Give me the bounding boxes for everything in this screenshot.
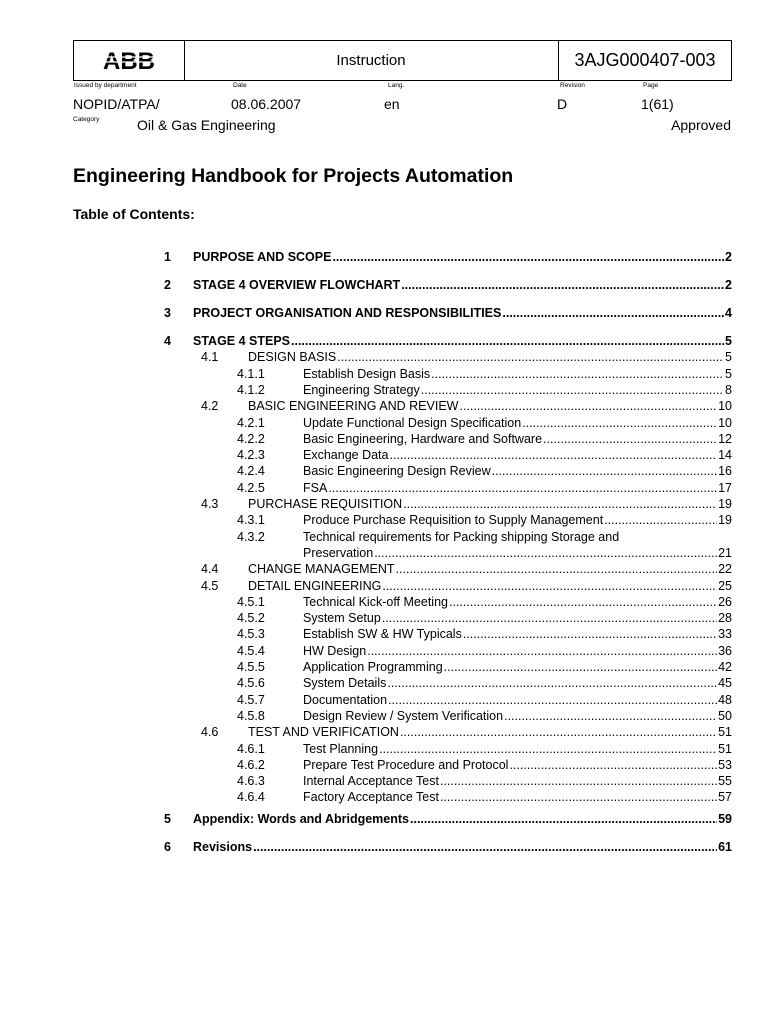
toc-entry-page: 10 xyxy=(718,399,732,414)
toc-entry-page: 51 xyxy=(718,741,732,756)
toc-entry-4-1[interactable] xyxy=(0,349,768,365)
toc-leader-dots xyxy=(367,643,717,659)
toc-entry-4-2-4[interactable] xyxy=(0,463,768,479)
toc-entry-title: Revisions xyxy=(193,840,253,855)
toc-leader-dots xyxy=(379,741,717,757)
toc-entry-page: 57 xyxy=(718,790,732,805)
toc-entry-4-2-2[interactable] xyxy=(0,431,768,447)
toc-entry-number: 4.5 xyxy=(201,578,219,593)
revision-label: Revision xyxy=(560,82,585,89)
toc-leader-dots xyxy=(440,773,717,789)
toc-entry-4-6[interactable] xyxy=(0,724,768,740)
toc-entry-title: Basic Engineering, Hardware and Software xyxy=(303,431,543,446)
toc-leader-dots xyxy=(543,431,717,447)
toc-leader-dots xyxy=(337,349,724,365)
toc-entry-title: Engineering Strategy xyxy=(303,382,420,397)
toc-leader-dots xyxy=(328,480,717,496)
toc-entry-title: Establish Design Basis xyxy=(303,366,431,381)
toc-entry-number: 5 xyxy=(164,812,171,827)
toc-leader-dots xyxy=(400,724,717,740)
toc-entry-4-2-1[interactable] xyxy=(0,415,768,431)
toc-leader-dots xyxy=(604,512,717,528)
toc-entry-title-continued: Preservation xyxy=(303,545,374,560)
toc-entry-4-5-7[interactable] xyxy=(0,692,768,708)
toc-entry-title: STAGE 4 OVERVIEW FLOWCHART xyxy=(193,278,401,292)
date-value: 08.06.2007 xyxy=(231,96,302,112)
toc-leader-dots xyxy=(403,496,717,512)
toc-entry-number: 4.2.1 xyxy=(237,415,265,430)
toc-entry-title: Basic Engineering Design Review xyxy=(303,464,491,479)
toc-entry-page: 26 xyxy=(718,594,732,609)
toc-entry-number: 4.6.2 xyxy=(237,757,265,772)
toc-entry-4-2[interactable] xyxy=(0,398,768,414)
page-value: 1(61) xyxy=(641,96,674,112)
toc-entry-number: 2 xyxy=(164,278,171,292)
toc-entry-number: 4.6.1 xyxy=(237,741,265,756)
toc-entry-number: 4.5.3 xyxy=(237,627,265,642)
toc-entry-number: 4.5.8 xyxy=(237,708,265,723)
toc-entry-number: 1 xyxy=(164,250,171,264)
toc-entry-1[interactable] xyxy=(0,249,768,265)
abb-logo xyxy=(92,49,166,73)
toc-entry-page: 16 xyxy=(718,464,732,479)
toc-entry-number: 4.6 xyxy=(201,725,219,740)
toc-entry-title: HW Design xyxy=(303,643,367,658)
toc-entry-4-1-1[interactable] xyxy=(0,366,768,382)
toc-entry-number: 4.5.1 xyxy=(237,594,265,609)
toc-entry-page: 4 xyxy=(725,306,732,320)
toc-leader-dots xyxy=(431,366,724,382)
toc-entry-title: FSA xyxy=(303,480,328,495)
toc-entry-number: 4.2.2 xyxy=(237,431,265,446)
toc-entry-title: Documentation xyxy=(303,692,388,707)
toc-entry-4-3-2[interactable] xyxy=(0,529,768,545)
toc-entry-number: 4.5.6 xyxy=(237,676,265,691)
toc-leader-dots xyxy=(332,249,724,265)
toc-entry-continuation[interactable] xyxy=(0,545,768,561)
toc-entry-page: 36 xyxy=(718,643,732,658)
toc-entry-page: 8 xyxy=(725,382,732,397)
page-title: Engineering Handbook for Projects Automation xyxy=(73,165,514,187)
lang-value: en xyxy=(384,96,400,112)
toc-entry-page: 51 xyxy=(718,725,732,740)
toc-entry-title: Produce Purchase Requisition to Supply Management xyxy=(303,513,604,528)
toc-entry-title: Internal Acceptance Test xyxy=(303,774,439,789)
toc-leader-dots xyxy=(389,447,717,463)
toc-leader-dots xyxy=(444,659,717,675)
toc-leader-dots xyxy=(374,545,717,561)
toc-leader-dots xyxy=(387,675,717,691)
toc-entry-page: 42 xyxy=(718,660,732,674)
toc-entry-number: 4.3.1 xyxy=(237,513,265,528)
toc-entry-title: Appendix: Words and Abridgements xyxy=(193,812,409,827)
toc-entry-4-5-4[interactable] xyxy=(0,643,768,659)
toc-entry-4-1-2[interactable] xyxy=(0,382,768,398)
toc-entry-page: 59 xyxy=(718,812,732,827)
toc-entry-title: Application Programming xyxy=(303,660,443,674)
page-label: Page xyxy=(643,82,659,89)
toc-entry-number: 4.1.1 xyxy=(237,366,265,381)
toc-entry-5[interactable] xyxy=(0,811,768,827)
toc-entry-page: 33 xyxy=(718,627,732,642)
toc-entry-4-5-3[interactable] xyxy=(0,626,768,642)
toc-entry-number: 4.5.7 xyxy=(237,692,265,707)
toc-entry-4-3[interactable] xyxy=(0,496,768,512)
toc-entry-4-2-5[interactable] xyxy=(0,480,768,496)
toc-leader-dots xyxy=(388,692,717,708)
toc-entry-4-5-6[interactable] xyxy=(0,675,768,691)
toc-leader-dots xyxy=(382,610,717,626)
category-value: Oil & Gas Engineering xyxy=(137,117,276,133)
toc-entry-title: PROJECT ORGANISATION AND RESPONSIBILITIES xyxy=(193,306,502,320)
toc-entry-title: System Setup xyxy=(303,611,381,626)
toc-entry-page: 19 xyxy=(718,497,732,511)
toc-entry-title: BASIC ENGINEERING AND REVIEW xyxy=(248,399,459,414)
toc-entry-page: 28 xyxy=(718,611,732,626)
toc-entry-number: 4.2.3 xyxy=(237,448,265,463)
toc-leader-dots xyxy=(492,463,717,479)
issued-by-label: Issued by department xyxy=(74,82,137,89)
lang-label: Lang. xyxy=(388,82,405,89)
toc-entry-title: Technical Kick-off Meeting xyxy=(303,594,448,609)
toc-entry-page: 61 xyxy=(718,840,732,855)
toc-entry-4-2-3[interactable] xyxy=(0,447,768,463)
toc-entry-3[interactable] xyxy=(0,305,768,321)
toc-entry-title: Technical requirements for Packing shipping Storage and xyxy=(303,529,620,544)
toc-entry-page: 19 xyxy=(718,513,732,528)
toc-leader-dots xyxy=(382,578,717,594)
toc-entry-title: Update Functional Design Specification xyxy=(303,415,522,430)
toc-entry-title: System Details xyxy=(303,676,387,691)
toc-leader-dots xyxy=(401,277,724,293)
toc-entry-number: 4.2.5 xyxy=(237,480,265,495)
svg-text:ABB: ABB xyxy=(103,49,155,73)
toc-entry-page: 48 xyxy=(718,692,732,707)
toc-leader-dots xyxy=(440,789,717,805)
toc-entry-number: 4.5.4 xyxy=(237,643,265,658)
toc-entry-title: STAGE 4 STEPS xyxy=(193,334,291,348)
toc-entry-page: 45 xyxy=(718,676,732,691)
toc-entry-4-5-2[interactable] xyxy=(0,610,768,626)
toc-entry-2[interactable] xyxy=(0,277,768,293)
toc-entry-number: 4.1.2 xyxy=(237,382,265,397)
date-label: Date xyxy=(233,82,247,89)
toc-entry-number: 4.5.5 xyxy=(237,660,265,674)
toc-entry-title: Factory Acceptance Test xyxy=(303,790,439,805)
toc-entry-page: 2 xyxy=(725,250,732,264)
toc-entry-page: 53 xyxy=(718,757,732,772)
logo-cell xyxy=(74,41,185,80)
toc-entry-title: Prepare Test Procedure and Protocol xyxy=(303,757,509,772)
document-type: Instruction xyxy=(336,52,406,69)
toc-entry-number: 4.6.4 xyxy=(237,790,265,805)
toc-entry-4-6-2[interactable] xyxy=(0,757,768,773)
toc-leader-dots xyxy=(421,382,724,398)
toc-heading: Table of Contents: xyxy=(73,206,195,222)
toc-entry-page: 5 xyxy=(725,366,732,381)
toc-leader-dots xyxy=(410,811,717,827)
toc-leader-dots xyxy=(253,839,717,855)
toc-entry-page: 2 xyxy=(725,278,732,292)
toc-entry-title: DESIGN BASIS xyxy=(248,350,337,365)
toc-entry-title: Exchange Data xyxy=(303,448,389,463)
toc-entry-number: 4.2 xyxy=(201,399,219,414)
toc-entry-page: 5 xyxy=(725,334,732,348)
toc-entry-page: 25 xyxy=(718,578,732,593)
toc-entry-4-5-1[interactable] xyxy=(0,594,768,610)
toc-entry-title: CHANGE MANAGEMENT xyxy=(248,562,395,577)
toc-entry-number: 4 xyxy=(164,334,171,348)
toc-entry-4-5[interactable] xyxy=(0,578,768,594)
document-number: 3AJG000407-003 xyxy=(574,50,716,70)
toc-entry-title: Design Review / System Verification xyxy=(303,708,504,723)
toc-leader-dots xyxy=(396,561,718,577)
toc-leader-dots xyxy=(502,305,724,321)
toc-leader-dots xyxy=(504,708,717,724)
toc-entry-4-6-4[interactable] xyxy=(0,789,768,805)
toc-entry-4-6-3[interactable] xyxy=(0,773,768,789)
revision-value: D xyxy=(557,96,568,112)
toc-entry-page: 55 xyxy=(718,774,732,789)
toc-entry-4[interactable] xyxy=(0,333,768,349)
toc-entry-number: 3 xyxy=(164,306,171,320)
status-value: Approved xyxy=(671,117,731,133)
toc-entry-page: 22 xyxy=(718,562,732,577)
category-label: Category xyxy=(73,116,100,123)
toc-entry-4-4[interactable] xyxy=(0,561,768,577)
toc-entry-page: 21 xyxy=(718,545,732,560)
toc-leader-dots xyxy=(291,333,724,349)
toc-entry-number: 6 xyxy=(164,840,171,855)
toc-entry-number: 4.6.3 xyxy=(237,774,265,789)
toc-entry-title: Test Planning xyxy=(303,741,379,756)
toc-entry-4-6-1[interactable] xyxy=(0,741,768,757)
toc-entry-page: 10 xyxy=(718,415,732,430)
toc-entry-title: PURCHASE REQUISITION xyxy=(248,497,403,511)
toc-entry-number: 4.3 xyxy=(201,497,219,511)
toc-entry-page: 5 xyxy=(725,350,732,365)
toc-leader-dots xyxy=(509,757,717,773)
issued-by-value: NOPID/ATPA/ xyxy=(73,96,160,112)
toc-entry-title: TEST AND VERIFICATION xyxy=(248,725,399,740)
toc-leader-dots xyxy=(459,398,717,414)
toc-entry-number: 4.1 xyxy=(201,350,219,365)
toc-entry-4-5-5[interactable] xyxy=(0,659,768,675)
document-header xyxy=(73,40,732,81)
toc-leader-dots xyxy=(463,626,717,642)
toc-entry-number: 4.4 xyxy=(201,562,219,577)
toc-entry-4-3-1[interactable] xyxy=(0,512,768,528)
toc-entry-number: 4.2.4 xyxy=(237,464,265,479)
toc-leader-dots xyxy=(449,594,717,610)
toc-entry-title: PURPOSE AND SCOPE xyxy=(193,250,332,264)
toc-entry-number: 4.3.2 xyxy=(237,529,265,544)
toc-entry-6[interactable] xyxy=(0,839,768,855)
toc-entry-4-5-8[interactable] xyxy=(0,708,768,724)
toc-leader-dots xyxy=(522,415,717,431)
toc-entry-number: 4.5.2 xyxy=(237,611,265,626)
toc-entry-page: 12 xyxy=(718,431,732,446)
toc-entry-page: 50 xyxy=(718,708,732,723)
toc-entry-page: 14 xyxy=(718,448,732,463)
toc-entry-page: 17 xyxy=(718,480,732,495)
toc-entry-title: DETAIL ENGINEERING xyxy=(248,578,382,593)
toc-entry-title: Establish SW & HW Typicals xyxy=(303,627,462,642)
